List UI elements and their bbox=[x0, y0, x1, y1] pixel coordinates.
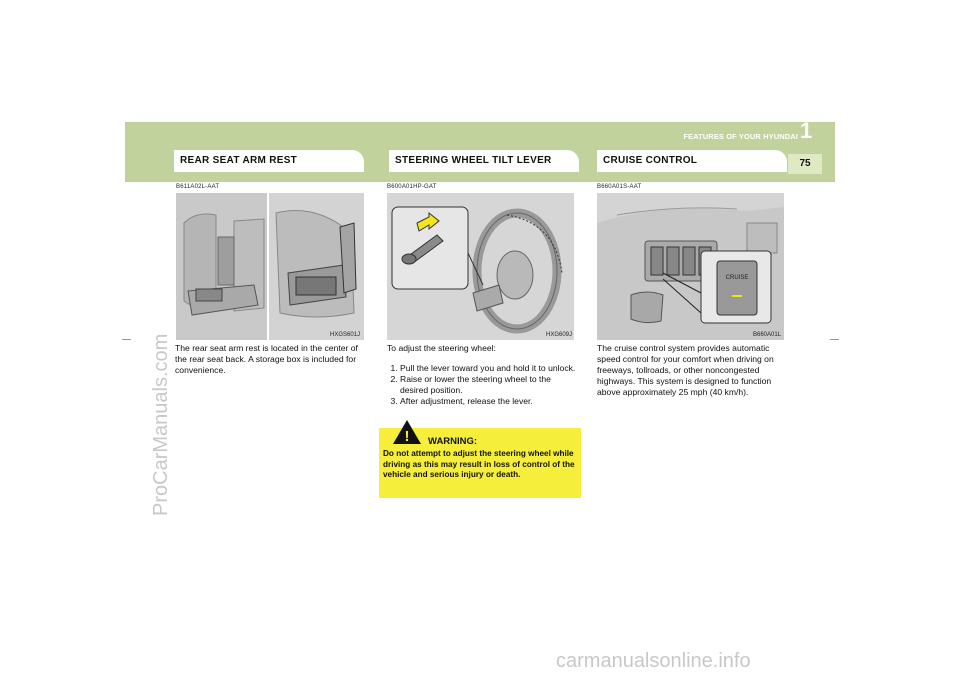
watermark-bottom: carmanualsonline.info bbox=[556, 650, 751, 672]
figure-code: HXGS601J bbox=[330, 332, 361, 338]
tilt-lever-intro: To adjust the steering wheel: bbox=[387, 343, 496, 353]
watermark-left: ProCarManuals.com bbox=[150, 333, 172, 516]
tilt-lever-figure bbox=[387, 193, 574, 340]
section-code: B660A01S-AAT bbox=[597, 184, 642, 190]
armrest-description: The rear seat arm rest is located in the center of the rear seat back. A storage box is included for convenience. bbox=[175, 343, 358, 375]
section-title-armrest: REAR SEAT ARM REST bbox=[180, 155, 298, 166]
cruise-description: The cruise control system provides automatic speed control for your comfort when driving on freeways, tollroads, or other noncongested highways. This system is designed to function above approximately 25 mph (40 km/h). bbox=[597, 343, 774, 397]
figure-code: HXG609J bbox=[546, 332, 573, 338]
step-item: 2. Raise or lower the steering wheel to the desired position. bbox=[400, 374, 577, 396]
chapter-label: FEATURES OF YOUR HYUNDAI bbox=[683, 132, 798, 141]
figure-code: B660A01L bbox=[753, 332, 782, 338]
section-title-tilt: STEERING WHEEL TILT LEVER bbox=[395, 155, 552, 166]
warning-icon bbox=[392, 419, 422, 445]
margin-tick bbox=[830, 339, 839, 340]
page-number: 75 bbox=[799, 158, 811, 169]
section-tab-tilt bbox=[389, 150, 579, 172]
warning-symbol: ! bbox=[404, 428, 410, 445]
section-title-cruise: CRUISE CONTROL bbox=[603, 155, 698, 166]
tilt-lever-steps bbox=[387, 363, 577, 407]
section-code: B611A02L-AAT bbox=[176, 184, 220, 190]
margin-tick bbox=[122, 339, 131, 340]
warning-title: WARNING: bbox=[428, 436, 478, 447]
armrest-figure bbox=[176, 193, 364, 340]
chapter-number: 1 bbox=[800, 118, 813, 143]
section-code: B600A01HP-GAT bbox=[387, 184, 437, 190]
section-tab-cruise bbox=[597, 150, 787, 172]
cruise-figure bbox=[597, 193, 784, 340]
cruise-button-label: CRUISE bbox=[725, 275, 749, 281]
step-item: 1. Pull the lever toward you and hold it to unlock. bbox=[400, 363, 577, 374]
step-item: 3. After adjustment, release the lever. bbox=[400, 396, 577, 407]
warning-text: Do not attempt to adjust the steering wheel while driving as this may result in loss of control of the vehicle and serious injury or death. bbox=[383, 449, 575, 480]
section-tab-armrest bbox=[174, 150, 364, 172]
